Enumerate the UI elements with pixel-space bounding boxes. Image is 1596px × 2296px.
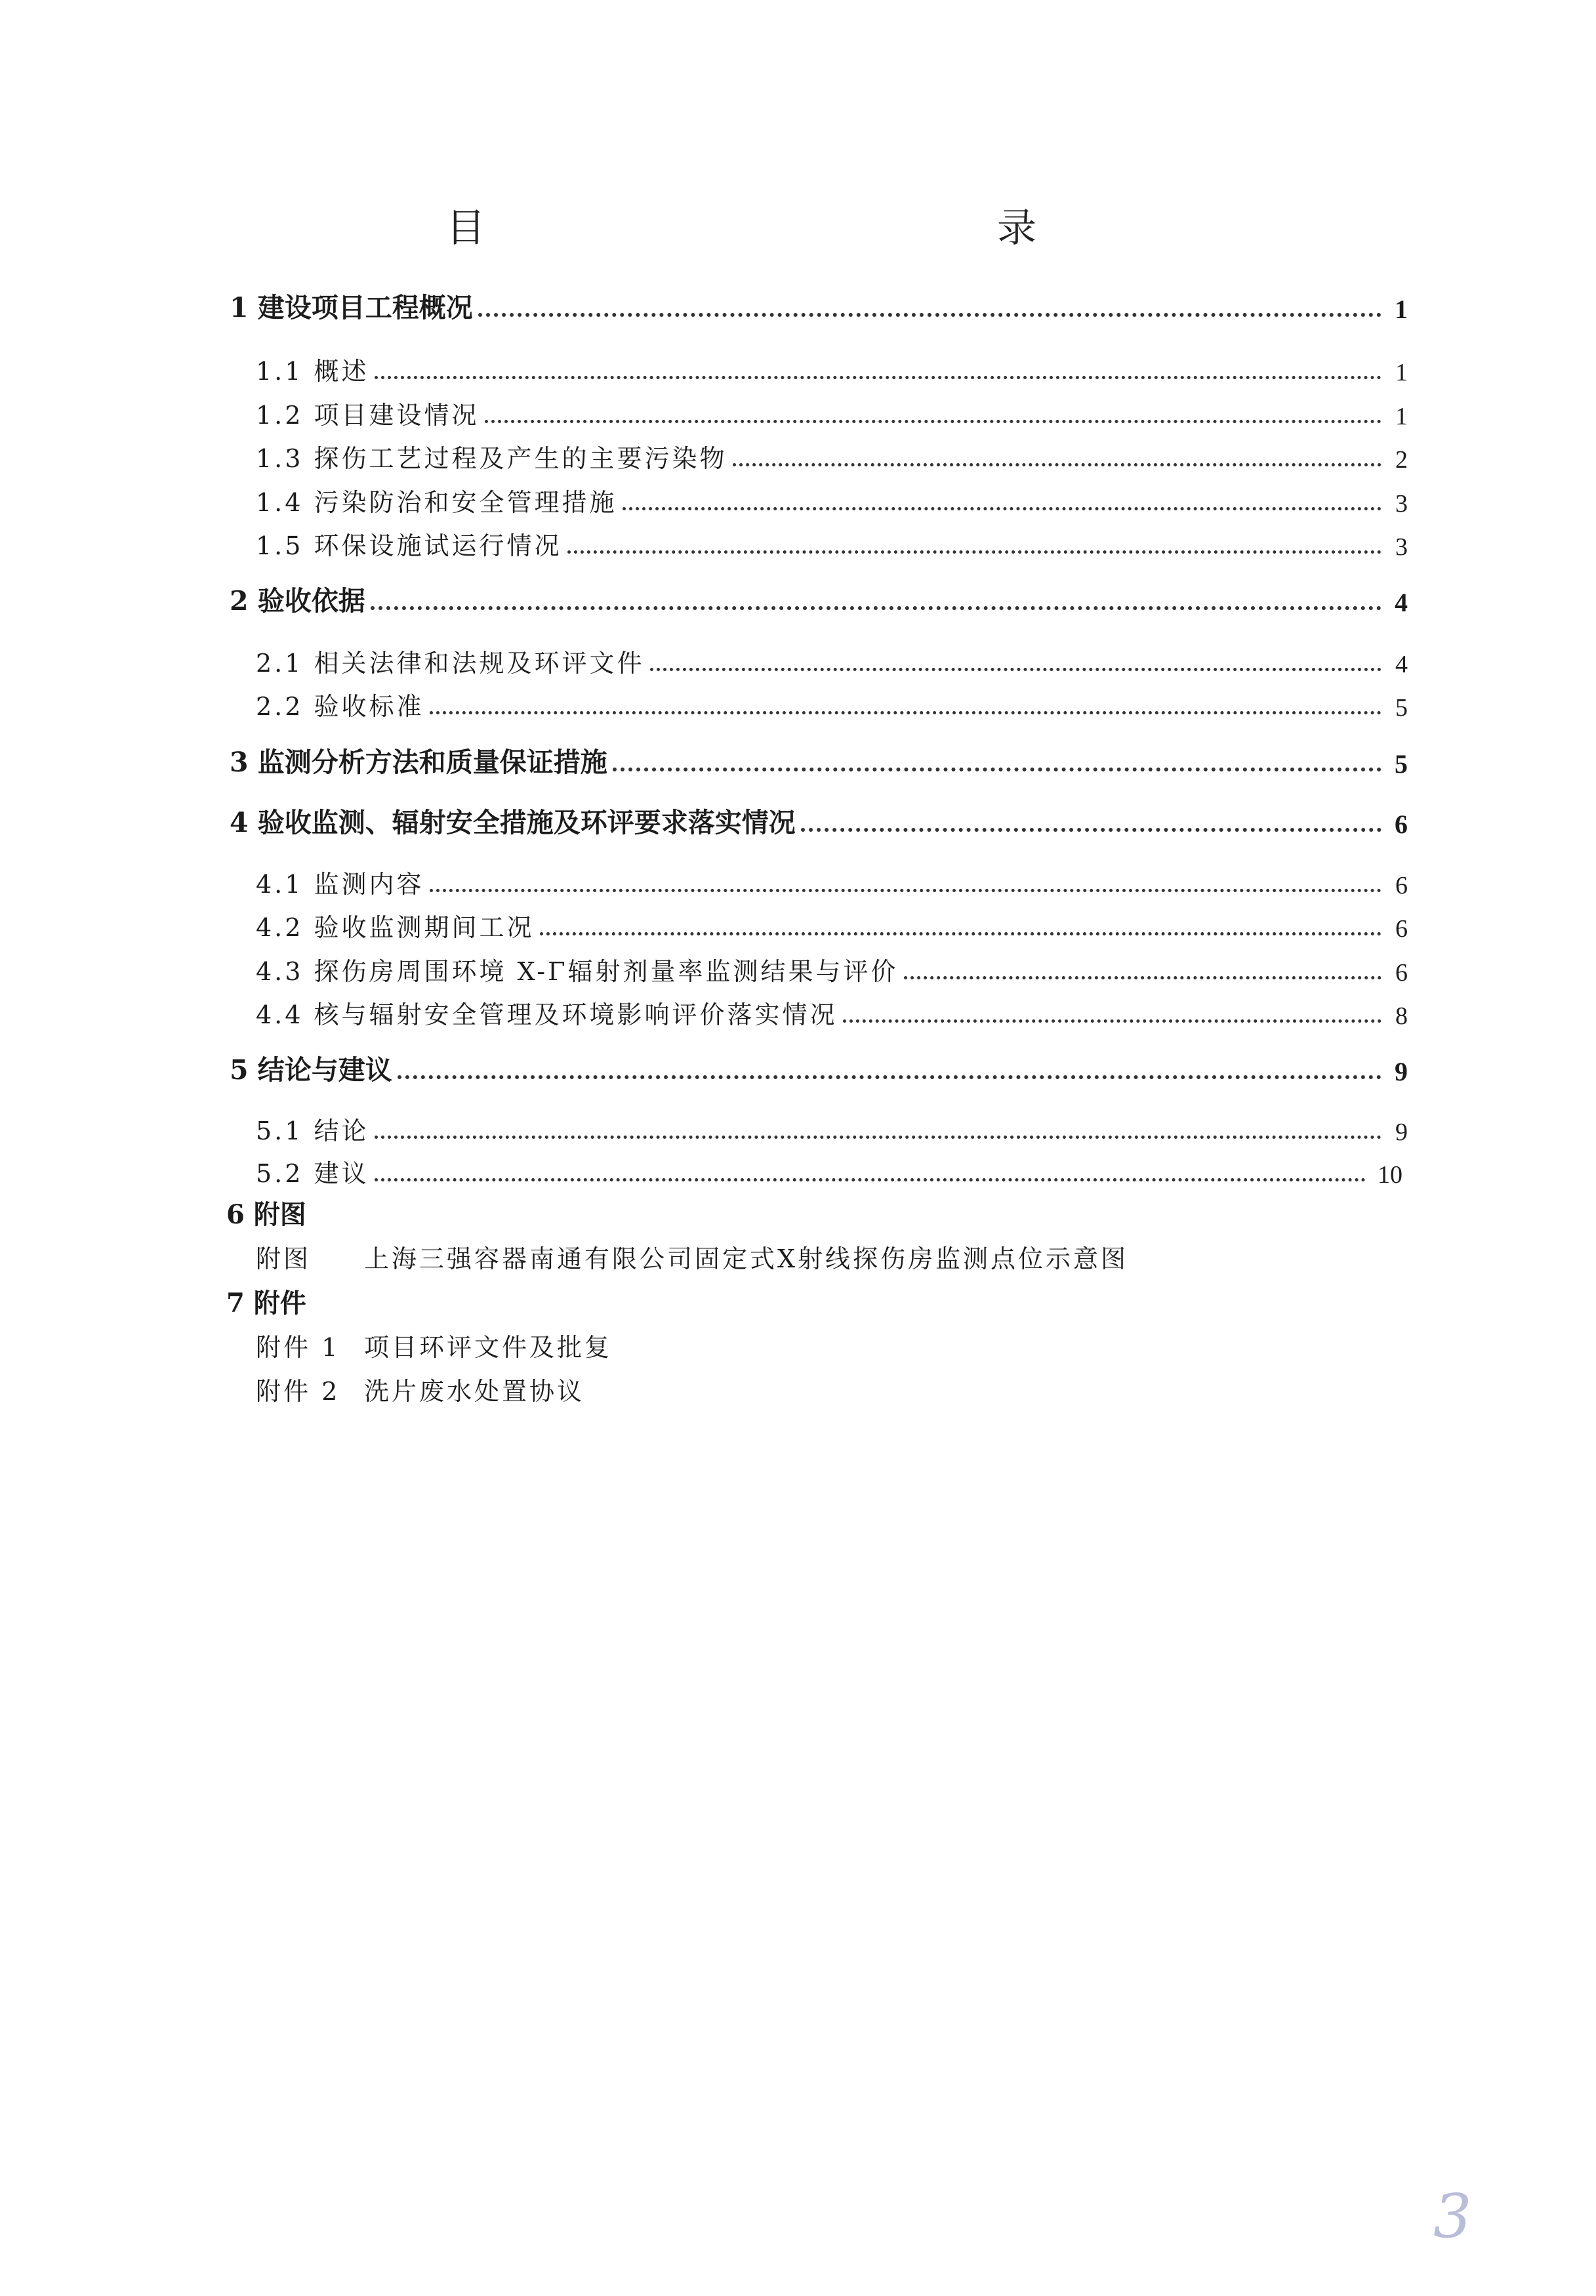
toc-entry-page: 9 [1395, 1057, 1408, 1086]
dot-leader [371, 606, 1381, 610]
toc-entry-section-3 [230, 740, 1408, 779]
dot-leader [485, 420, 1381, 423]
toc-entry-section-2 [230, 579, 1408, 618]
figure-entry [256, 1239, 1128, 1275]
dot-leader [623, 507, 1381, 510]
attachment-entry-1 [256, 1327, 612, 1363]
toc-entry-label: 2 验收依据 [230, 585, 365, 617]
page-title: 目 录 [446, 205, 1181, 251]
toc-entry-label: 5 结论与建议 [230, 1054, 392, 1086]
toc-entry-page: 6 [1395, 872, 1408, 899]
dot-leader [375, 376, 1381, 379]
attachment-prefix: 附件 2 [256, 1377, 340, 1406]
attachment-title: 洗片废水处置协议 [364, 1377, 585, 1406]
dot-leader [801, 828, 1381, 832]
toc-entry-label: 5.2 建议 [256, 1159, 369, 1188]
toc-entry-2-1 [256, 640, 1408, 679]
toc-entry-page: 5 [1395, 749, 1408, 779]
dot-leader [904, 976, 1382, 979]
handwritten-page-number: 3 [1433, 2181, 1472, 2251]
attachment-entry-2 [256, 1371, 584, 1407]
toc-entry-4-3 [256, 948, 1408, 987]
toc-entry-section-4 [230, 800, 1408, 840]
toc-entry-page: 1 [1395, 403, 1408, 430]
toc-entry-page: 4 [1395, 651, 1408, 678]
toc-entry-4-2 [256, 904, 1408, 943]
dot-leader [375, 1136, 1381, 1139]
toc-entry-label: 2.1 相关法律和法规及环评文件 [256, 649, 645, 678]
toc-entry-label: 1.4 污染防治和安全管理措施 [256, 488, 617, 517]
toc-entry-5-1 [256, 1107, 1408, 1147]
figure-prefix: 附图 [256, 1244, 312, 1273]
toc-entry-4-4 [256, 991, 1408, 1031]
toc-entry-label: 1 建设项目工程概况 [230, 292, 473, 323]
toc-entry-page: 1 [1395, 359, 1408, 386]
toc-entry-page: 4 [1395, 588, 1408, 617]
toc-entry-page: 6 [1395, 915, 1408, 943]
toc-entry-label: 4 验收监测、辐射安全措施及环评要求落实情况 [230, 807, 796, 838]
toc-entry-label: 5.1 结论 [256, 1117, 369, 1145]
toc-entry-5-2 [256, 1150, 1402, 1189]
toc-entry-section-5 [230, 1048, 1408, 1087]
toc-entry-2-2 [256, 683, 1408, 722]
toc-entry-1-3 [256, 435, 1408, 474]
toc-entry-1-5 [256, 522, 1408, 562]
toc-entry-label: 4.2 验收监测期间工况 [256, 913, 535, 942]
toc-entry-page: 6 [1395, 810, 1408, 839]
toc-entry-page: 5 [1395, 694, 1408, 722]
dot-leader [613, 768, 1381, 771]
dot-leader [478, 313, 1381, 317]
toc-entry-label: 1.3 探伤工艺过程及产生的主要污染物 [256, 444, 727, 473]
figure-title: 上海三强容器南通有限公司固定式X射线探伤房监测点位示意图 [364, 1244, 1129, 1273]
toc-entry-label: 4.4 核与辐射安全管理及环境影响评价落实情况 [256, 1000, 838, 1029]
dot-leader [398, 1075, 1381, 1079]
toc-entry-page: 3 [1395, 490, 1408, 518]
attachment-title: 项目环评文件及批复 [364, 1333, 613, 1362]
attachments-heading: 7 附件 [226, 1288, 306, 1319]
toc-entry-1-1 [256, 348, 1408, 387]
toc-entry-page: 2 [1395, 446, 1408, 474]
toc-entry-label: 1.5 环保设施试运行情况 [256, 531, 562, 560]
toc-entry-page: 10 [1378, 1161, 1402, 1189]
toc-entry-4-1 [256, 861, 1408, 900]
attachment-prefix: 附件 1 [256, 1333, 340, 1362]
toc-entry-label: 2.2 验收标准 [256, 692, 424, 721]
dot-leader [540, 932, 1381, 935]
toc-entry-page: 1 [1395, 295, 1408, 324]
toc-entry-label: 4.1 监测内容 [256, 870, 424, 899]
toc-entry-1-4 [256, 479, 1408, 518]
toc-entry-page: 6 [1395, 959, 1408, 987]
dot-leader [650, 668, 1381, 671]
dot-leader [733, 463, 1381, 466]
toc-entry-label: 3 监测分析方法和质量保证措施 [230, 747, 607, 778]
dot-leader [430, 889, 1381, 892]
toc-entry-section-1 [230, 285, 1408, 325]
toc-entry-label: 4.3 探伤房周围环境 X-Γ辐射剂量率监测结果与评价 [256, 957, 899, 986]
toc-entry-label: 1.1 概述 [256, 357, 369, 386]
toc-entry-page: 9 [1395, 1118, 1408, 1146]
dot-leader [843, 1019, 1381, 1023]
dot-leader [567, 550, 1381, 554]
figures-heading: 6 附图 [226, 1199, 306, 1230]
dot-leader [430, 711, 1381, 714]
toc-entry-page: 8 [1395, 1002, 1408, 1030]
dot-leader [375, 1178, 1366, 1181]
toc-entry-page: 3 [1395, 533, 1408, 561]
toc-entry-1-2 [256, 392, 1408, 431]
toc-entry-label: 1.2 项目建设情况 [256, 401, 480, 430]
